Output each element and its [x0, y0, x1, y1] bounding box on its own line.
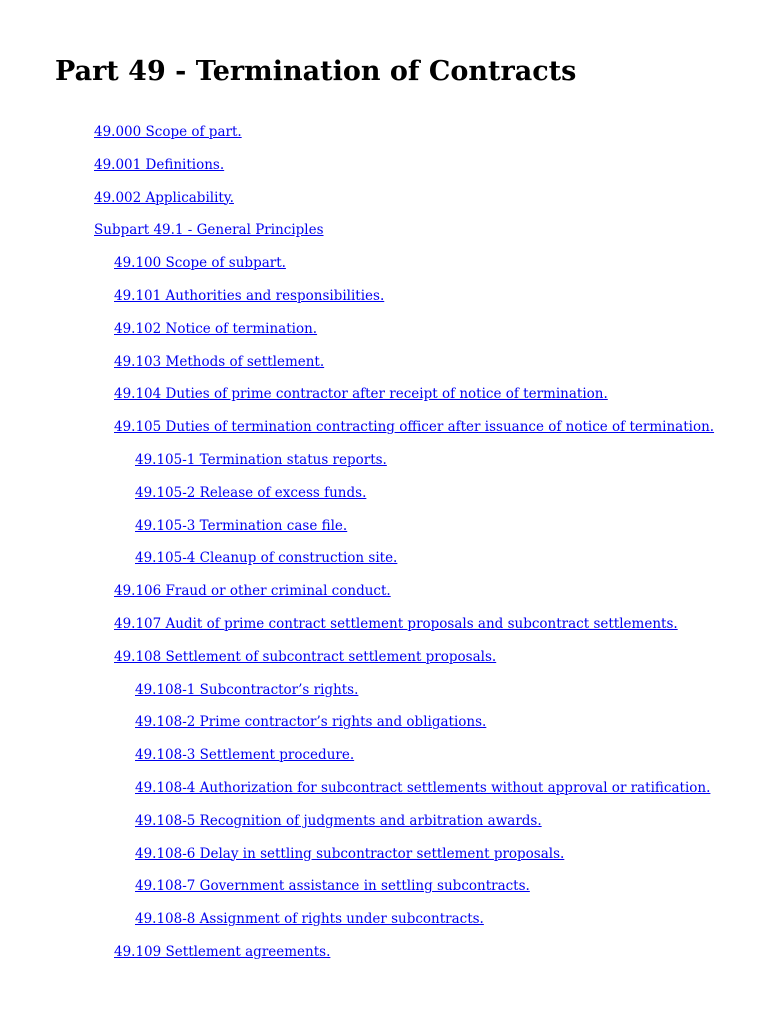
toc-item — [0, 218, 770, 251]
toc-item — [0, 317, 770, 350]
toc-link[interactable]: 49.107 Audit of prime contract settlement proposals and subcontract settlements. — [114, 615, 678, 632]
toc-link[interactable]: 49.109 Settlement agreements. — [114, 943, 331, 960]
toc-link[interactable]: 49.002 Applicability. — [94, 189, 234, 206]
toc-link[interactable]: 49.108-3 Settlement procedure. — [135, 747, 355, 764]
toc-link[interactable]: 49.108-1 Subcontractor’s rights. — [135, 681, 359, 698]
toc-item — [0, 546, 770, 579]
toc-link[interactable]: 49.001 Definitions. — [94, 156, 225, 173]
toc-link[interactable]: 49.103 Methods of settlement. — [114, 353, 325, 370]
toc-link[interactable]: 49.106 Fraud or other criminal conduct. — [114, 583, 391, 600]
toc-item — [0, 186, 770, 219]
toc-item — [0, 776, 770, 809]
page-title: Part 49 - Termination of Contracts — [55, 56, 577, 87]
toc-link[interactable]: 49.105-4 Cleanup of construction site. — [135, 550, 398, 567]
toc-link[interactable]: 49.108-2 Prime contractor’s rights and obligations. — [135, 714, 487, 731]
toc-item — [0, 382, 770, 415]
toc-item — [0, 481, 770, 514]
toc-item — [0, 514, 770, 547]
toc-item — [0, 284, 770, 317]
toc-item — [0, 743, 770, 776]
table-of-contents — [0, 120, 770, 973]
toc-link[interactable]: 49.105-1 Termination status reports. — [135, 451, 387, 468]
toc-item — [0, 842, 770, 875]
toc-link[interactable]: 49.102 Notice of termination. — [114, 320, 318, 337]
toc-link[interactable]: 49.105 Duties of termination contracting officer after issuance of notice of termination. — [114, 419, 715, 436]
toc-item — [0, 907, 770, 940]
toc-link[interactable]: 49.105-2 Release of excess funds. — [135, 484, 367, 501]
toc-link[interactable]: 49.108-8 Assignment of rights under subcontracts. — [135, 911, 484, 928]
toc-item — [0, 940, 770, 973]
toc-item — [0, 809, 770, 842]
toc-link[interactable]: Subpart 49.1 - General Principles — [94, 222, 324, 239]
toc-link[interactable]: 49.104 Duties of prime contractor after receipt of notice of termination. — [114, 386, 608, 403]
toc-item — [0, 448, 770, 481]
toc-link[interactable]: 49.100 Scope of subpart. — [114, 255, 286, 272]
toc-item — [0, 645, 770, 678]
toc-item — [0, 415, 770, 448]
toc-link[interactable]: 49.108 Settlement of subcontract settlement proposals. — [114, 648, 497, 665]
toc-link[interactable]: 49.101 Authorities and responsibilities. — [114, 287, 385, 304]
toc-item — [0, 612, 770, 645]
toc-item — [0, 251, 770, 284]
toc-link[interactable]: 49.108-6 Delay in settling subcontractor settlement proposals. — [135, 845, 565, 862]
toc-item — [0, 579, 770, 612]
toc-item — [0, 350, 770, 383]
toc-link[interactable]: 49.108-4 Authorization for subcontract settlements without approval or ratification. — [135, 779, 711, 796]
toc-link[interactable]: 49.108-7 Government assistance in settling subcontracts. — [135, 878, 530, 895]
toc-item — [0, 710, 770, 743]
toc-item — [0, 874, 770, 907]
toc-item — [0, 678, 770, 711]
toc-item — [0, 153, 770, 186]
toc-item — [0, 120, 770, 153]
toc-link[interactable]: 49.108-5 Recognition of judgments and arbitration awards. — [135, 812, 542, 829]
toc-link[interactable]: 49.000 Scope of part. — [94, 124, 242, 140]
toc-link[interactable]: 49.105-3 Termination case file. — [135, 517, 348, 534]
